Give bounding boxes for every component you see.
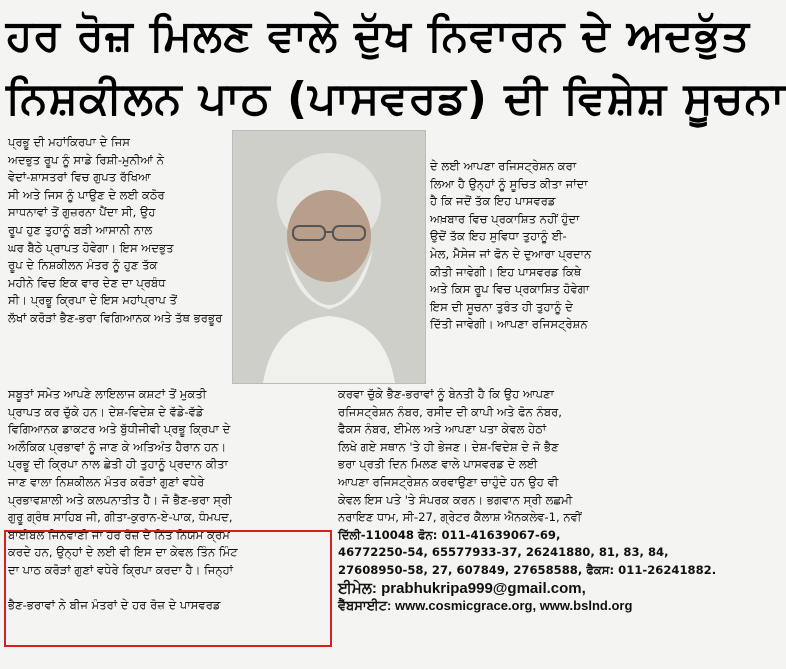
text-line: ਉਦੋਂ ਤੱਕ ਇਹ ਸੁਵਿਧਾ ਤੁਹਾਨੂੰ ਈ- — [430, 229, 567, 244]
text-line-right: ਭਰਾ ਪ੍ਰਤੀ ਦਿਨ ਮਿਲਣ ਵਾਲੇ ਪਾਸਵਰਡ ਦੇ ਲਈ — [338, 457, 538, 472]
text-line: ਘਰ ਬੈਠੇ ਪ੍ਰਾਪਤ ਹੋਵੇਗਾ। ਇਸ ਅਦਭੁਤ — [8, 240, 174, 255]
text-line: ਲਿਆ ਹੈ ਉਨ੍ਹਾਂ ਨੂੰ ਸੂਚਿਤ ਕੀਤਾ ਜਾਂਦਾ — [430, 176, 588, 191]
text-line-left: ਪ੍ਰਭਾਵਸ਼ਾਲੀ ਅਤੇ ਕਲਪਨਾਤੀਤ ਹੈ। ਜੋ ਭੈਣ-ਭਰਾ ਸ੍ਰੀ — [8, 492, 232, 507]
text-line-left: ਸਬੂਤਾਂ ਸਮੇਤ ਆਪਣੇ ਲਾਇਲਾਜ ਕਸ਼ਟਾਂ ਤੋਂ ਮੁਕਤੀ — [8, 387, 207, 401]
text-line-left: ਵਿਗਿਆਨਕ ਡਾਕਟਰ ਅਤੇ ਬੁੱਧੀਜੀਵੀ ਪ੍ਰਭੂ ਕ੍ਰਿਪਾ ਦੇ — [8, 422, 231, 437]
text-line-left: ਪ੍ਰਭੂ ਦੀ ਕ੍ਰਿਪਾ ਨਾਲ ਛੇਤੀ ਹੀ ਤੁਹਾਨੂੰ ਪ੍ਰਦਾਨ ਕੀਤਾ — [8, 457, 228, 472]
text-line: ਮੇਲ, ਮੈਸੇਜ ਜਾਂ ਫੋਨ ਦੇ ਦੁਆਰਾ ਪ੍ਰਦਾਨ — [430, 246, 592, 261]
text-row — [8, 597, 664, 615]
text-line-left: ਭੈਣ-ਭਰਾਵਾਂ ਨੇ ਬੀਜ ਮੰਤਰਾਂ ਦੇ ਹਰ ਰੋਜ਼ ਦੇ ਪਾਸਵਰਡ — [8, 598, 221, 613]
text-line: ਦਿੱਤੀ ਜਾਵੇਗੀ। ਆਪਣਾ ਰਜਿਸਟ੍ਰੇਸ਼ਨ — [430, 317, 588, 332]
text-line: ਅਤੇ ਕਿਸ ਰੂਪ ਵਿਚ ਪ੍ਰਕਾਸ਼ਿਤ ਹੋਵੇਗਾ — [430, 282, 590, 297]
text-line: ਹੈ ਕਿ ਜਦੋਂ ਤੱਕ ਇਹ ਪਾਸਵਰਡ — [430, 194, 556, 209]
text-row — [8, 544, 669, 562]
text-line: ਰੂਪ ਹੁਣ ਤੁਹਾਨੂੰ ਬੜੀ ਆਸਾਨੀ ਨਾਲ — [8, 222, 153, 237]
text-row — [8, 509, 664, 527]
right-column-text — [430, 158, 664, 384]
text-row — [8, 386, 664, 404]
text-row — [8, 421, 664, 439]
text-line-left: ਕਰਦੇ ਹਨ, ਉਨ੍ਹਾਂ ਦੇ ਲਈ ਵੀ ਇਸ ਦਾ ਕੇਵਲ ਤਿੰਨ ਮਿੰਟ — [8, 545, 238, 560]
headline-line-1: ਹਰ ਰੋਜ਼ ਮਿਲਣ ਵਾਲੇ ਦੁੱਖ ਨਿਵਾਰਨ ਦੇ ਅਦਭੁੱਤ — [6, 11, 751, 61]
text-line: ਇਸ ਦੀ ਸੂਚਨਾ ਤੁਰੰਤ ਹੀ ਤੁਹਾਨੂੰ ਦੇ — [430, 299, 573, 314]
headline-line-2: ਨਿਸ਼ਕੀਲਨ ਪਾਠ (ਪਾਸਵਰਡ) ਦੀ ਵਿਸ਼ੇਸ਼ ਸੂਚਨਾ — [6, 73, 786, 124]
text-line-right: ਦਿੱਲੀ-110048 ਫੋਨ: 011-41639067-69, — [338, 527, 561, 542]
text-row — [8, 492, 664, 510]
text-line-right: 27608950-58, 27, 607849, 27658588, ਫੈਕਸ: 011-26241882. — [338, 562, 717, 577]
text-row — [8, 474, 664, 492]
text-line: ਕੀਤੀ ਜਾਵੇਗੀ। ਇਹ ਪਾਸਵਰਡ ਕਿਥੇ — [430, 264, 582, 279]
text-line-right: ਲਿਖੇ ਗਏ ਸਥਾਨ 'ਤੇ ਹੀ ਭੇਜਣ। ਦੇਸ਼-ਵਿਦੇਸ਼ ਦੇ ਜੋ ਭੈਣ — [338, 439, 559, 454]
text-line: ਲੱਖਾਂ ਕਰੋੜਾਂ ਭੈਣ-ਭਰਾ ਵਿਗਿਆਨਕ ਅਤੇ ਤੱਥ ਭਰਭੂਰ — [8, 310, 223, 325]
text-line: ਮਹੀਨੇ ਵਿਚ ਇਕ ਵਾਰ ਦੇਣ ਦਾ ਪ੍ਰਬੰਧ — [8, 275, 166, 290]
text-line-right: ਕੇਵਲ ਇਸ ਪਤੇ 'ਤੇ ਸੰਪਰਕ ਕਰਨ। ਭਗਵਾਨ ਸ੍ਰੀ ਲਛਮੀ — [338, 492, 573, 507]
text-line-left: ਅਲੌਕਿਕ ਪ੍ਰਭਾਵਾਂ ਨੂੰ ਜਾਣ ਕੇ ਅਤਿਅੰਤ ਹੈਰਾਨ ਹਨ। — [8, 439, 227, 454]
text-line: ਅਦਭੁਤ ਰੂਪ ਨੂੰ ਸਾਡੇ ਰਿਸ਼ੀ-ਮੁਨੀਆਂ ਨੇ — [8, 152, 164, 167]
text-line: ਰੂਪ ਦੇ ਨਿਸ਼ਕੀਲਨ ਮੰਤਰ ਨੂੰ ਹੁਣ ਤੱਕ — [8, 258, 158, 273]
text-line-left: ਪ੍ਰਾਪਤ ਕਰ ਚੁੱਕੇ ਹਨ। ਦੇਸ਼-ਵਿਦੇਸ਼ ਦੇ ਵੱਡੇ-ਵੱਡੇ — [8, 404, 204, 419]
text-line-right: 46772250-54, 65577933-37, 26241880, 81, 83, 84, — [338, 545, 669, 560]
text-line: ਸੀ। ਪ੍ਰਭੂ ਕ੍ਰਿਪਾ ਦੇ ਇਸ ਮਹਾਂਪ੍ਰਾਪ ਤੋਂ — [8, 293, 177, 308]
text-line: ਅਖ਼ਬਾਰ ਵਿਚ ਪ੍ਰਕਾਸ਼ਿਤ ਨਹੀਂ ਹੁੰਦਾ — [430, 211, 580, 226]
text-line-right: ਨਰਾਇਣ ਧਾਮ, ਸੀ-27, ਗ੍ਰੇਟਰ ਕੈਲਾਸ਼ ਐਨਕਲੇਵ-1, ਨਵੀਂ — [338, 510, 582, 525]
text-line-left: ਜਾਣ ਵਾਲਾ ਨਿਸ਼ਕੀਲਨ ਮੰਤਰ ਕਰੋੜਾਂ ਗੁਣਾਂ ਵਧੇਰੇ — [8, 474, 205, 489]
text-line-right: ਵੈੱਬਸਾਈਟ: www.cosmicgrace.org, www.bslnd.org — [338, 598, 633, 614]
text-line-left: ਗੁਰੂ ਗ੍ਰੰਥ ਸਾਹਿਬ ਜੀ, ਗੀਤਾ-ਕੁਰਾਨ-ਏ-ਪਾਕ, ਧੰਮਪਦ, — [8, 510, 233, 525]
text-line: ਸਾਧਨਾਵਾਂ ਤੋਂ ਗੁਜ਼ਰਨਾ ਪੈਂਦਾ ਸੀ, ਉਹ — [8, 205, 156, 220]
text-line: ਵੇਦਾਂ-ਸ਼ਾਸਤਰਾਂ ਵਿਚ ਗੁਪਤ ਰੱਖਿਆ — [8, 170, 151, 185]
portrait-illustration — [233, 131, 425, 383]
portrait-photo — [232, 130, 426, 384]
lower-two-column-text — [8, 386, 717, 666]
text-row — [8, 527, 664, 545]
text-line-right: ਈਮੇਲ: prabhukripa999@gmail.com, — [338, 579, 586, 597]
text-line-right: ਫੈਕਸ ਨੰਬਰ, ਈਮੇਲ ਅਤੇ ਆਪਣਾ ਪਤਾ ਕੇਵਲ ਹੇਠਾਂ — [338, 422, 547, 437]
text-row — [8, 456, 664, 474]
text-row — [8, 580, 664, 598]
text-line: ਪ੍ਰਭੂ ਦੀ ਮਹਾਂਕਿਰਪਾ ਦੇ ਜਿਸ — [8, 135, 131, 149]
text-row — [8, 439, 664, 457]
text-row — [8, 562, 717, 580]
text-line: ਦੇ ਲਈ ਆਪਣਾ ਰਜਿਸਟ੍ਰੇਸ਼ਨ ਕਰਾ — [430, 159, 577, 173]
text-line-right: ਕਰਵਾ ਚੁੱਕੇ ਭੈਣ-ਭਰਾਵਾਂ ਨੂੰ ਬੇਨਤੀ ਹੈ ਕਿ ਉਹ ਆਪਣਾ — [338, 387, 555, 401]
text-line-right: ਆਪਣਾ ਰਜਿਸਟ੍ਰੇਸ਼ਨ ਕਰਵਾਉਣਾ ਚਾਹੁੰਦੇ ਹਨ ਉਹ ਵੀ — [338, 474, 559, 489]
text-line-right: ਰਜਿਸਟ੍ਰੇਸ਼ਨ ਨੰਬਰ, ਰਸੀਦ ਦੀ ਕਾਪੀ ਅਤੇ ਫੋਨ ਨੰਬਰ, — [338, 404, 562, 419]
left-column-text — [8, 134, 228, 397]
text-line: ਸੀ ਅਤੇ ਜਿਸ ਨੂੰ ਪਾਉਣ ਦੇ ਲਈ ਕਠੋਰ — [8, 187, 165, 202]
text-line-left: ਦਾ ਪਾਠ ਕਰੋੜਾਂ ਗੁਣਾਂ ਵਧੇਰੇ ਕ੍ਰਿਪਾ ਕਰਦਾ ਹੈ। ਜਿਨ੍ਹਾਂ — [8, 562, 234, 577]
text-line-left: ਬਾਈਬਲ ਜਿਨਵਾਣੀ ਜਾਂ ਹਰ ਰੋਜ਼ ਦੇ ਨਿੱਤ ਨਿਯਮ ਕ੍ਰਮ — [8, 527, 230, 542]
text-row — [8, 404, 664, 422]
